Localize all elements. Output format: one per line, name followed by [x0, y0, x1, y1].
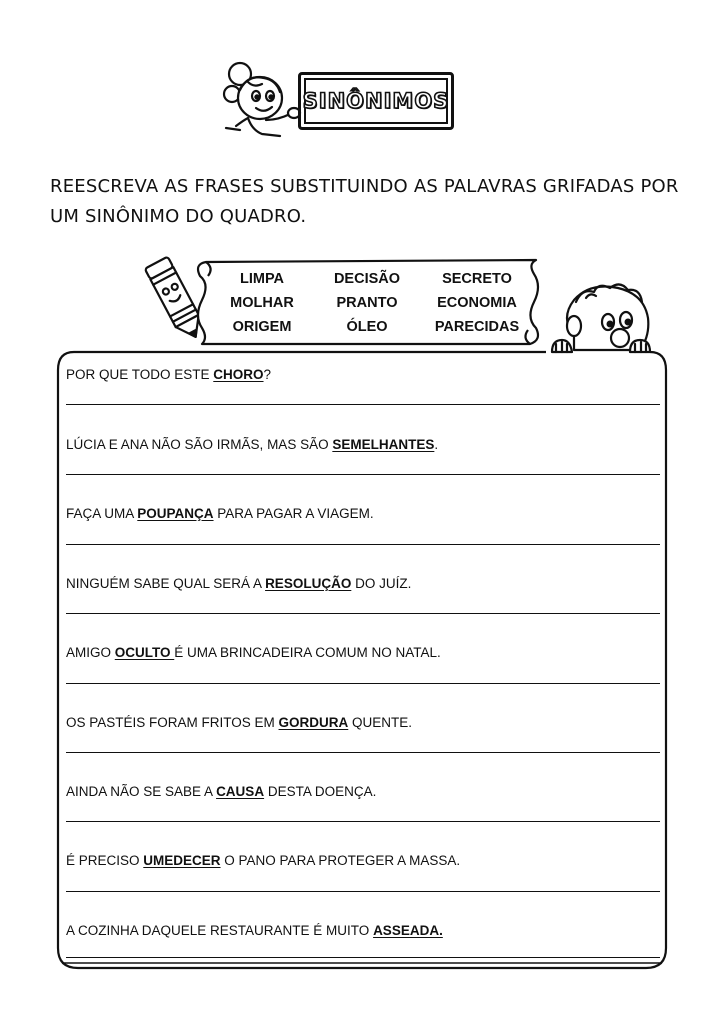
underlined-word: POUPANÇA — [137, 506, 214, 521]
underlined-word: SEMELHANTES — [332, 437, 435, 452]
underlined-word: OCULTO — [114, 645, 175, 660]
word-bank-item: PRANTO — [336, 295, 398, 311]
page-title: SINÔNIMOS — [302, 89, 450, 113]
exercise-sentence: POR QUE TODO ESTE CHORO? — [66, 367, 272, 382]
answer-line[interactable] — [66, 544, 660, 545]
underlined-word: RESOLUÇÃO — [265, 576, 352, 591]
answer-line[interactable] — [66, 613, 660, 614]
exercise-sentence: NINGUÉM SABE QUAL SERÁ A RESOLUÇÃO DO JUÍZ. — [66, 576, 412, 591]
exercise-sentence: É PRECISO UMEDECER O PANO PARA PROTEGER A MASSA. — [66, 853, 461, 868]
answer-line[interactable] — [66, 957, 660, 958]
answer-line[interactable] — [66, 683, 660, 684]
exercise-sentence: AMIGO OCULTO É UMA BRINCADEIRA COMUM NO NATAL. — [66, 645, 441, 660]
word-bank-item: LIMPA — [239, 271, 285, 287]
exercise-sentence: AINDA NÃO SE SABE A CAUSA DESTA DOENÇA. — [66, 784, 377, 799]
word-bank-item: DECISÃO — [333, 271, 401, 287]
exercise-sentence: OS PASTÉIS FORAM FRITOS EM GORDURA QUENTE. — [66, 715, 413, 730]
exercise-sentence: FAÇA UMA POUPANÇA PARA PAGAR A VIAGEM. — [66, 506, 374, 521]
underlined-word: UMEDECER — [143, 853, 221, 868]
word-bank-item: ÓLEO — [346, 319, 388, 335]
underlined-word: ASSEADA. — [373, 923, 443, 938]
word-bank-item: MOLHAR — [230, 295, 294, 311]
exercise-sentence: A COZINHA DAQUELE RESTAURANTE É MUITO ASSEADA. — [66, 923, 443, 938]
answer-line[interactable] — [66, 752, 660, 753]
answer-line[interactable] — [66, 821, 660, 822]
underlined-word: GORDURA — [278, 715, 349, 730]
word-bank-item: ORIGEM — [232, 319, 292, 335]
boy-mascot-icon — [546, 278, 666, 362]
underlined-word: CAUSA — [216, 784, 265, 799]
word-bank-item: ECONOMIA — [437, 295, 517, 311]
word-bank-item: PARECIDAS — [434, 319, 520, 335]
underlined-word: CHORO — [213, 367, 264, 382]
instructions-text: REESCREVA AS FRASES SUBSTITUINDO AS PALAVRAS GRIFADAS POR UM SINÔNIMO DO QUADRO. — [50, 176, 679, 227]
answer-line[interactable] — [66, 404, 660, 405]
answer-line[interactable] — [66, 891, 660, 892]
exercise-sentence: LÚCIA E ANA NÃO SÃO IRMÃS, MAS SÃO SEMELHANTES. — [66, 437, 439, 452]
answer-line[interactable] — [66, 474, 660, 475]
word-bank-item: SECRETO — [442, 271, 512, 287]
